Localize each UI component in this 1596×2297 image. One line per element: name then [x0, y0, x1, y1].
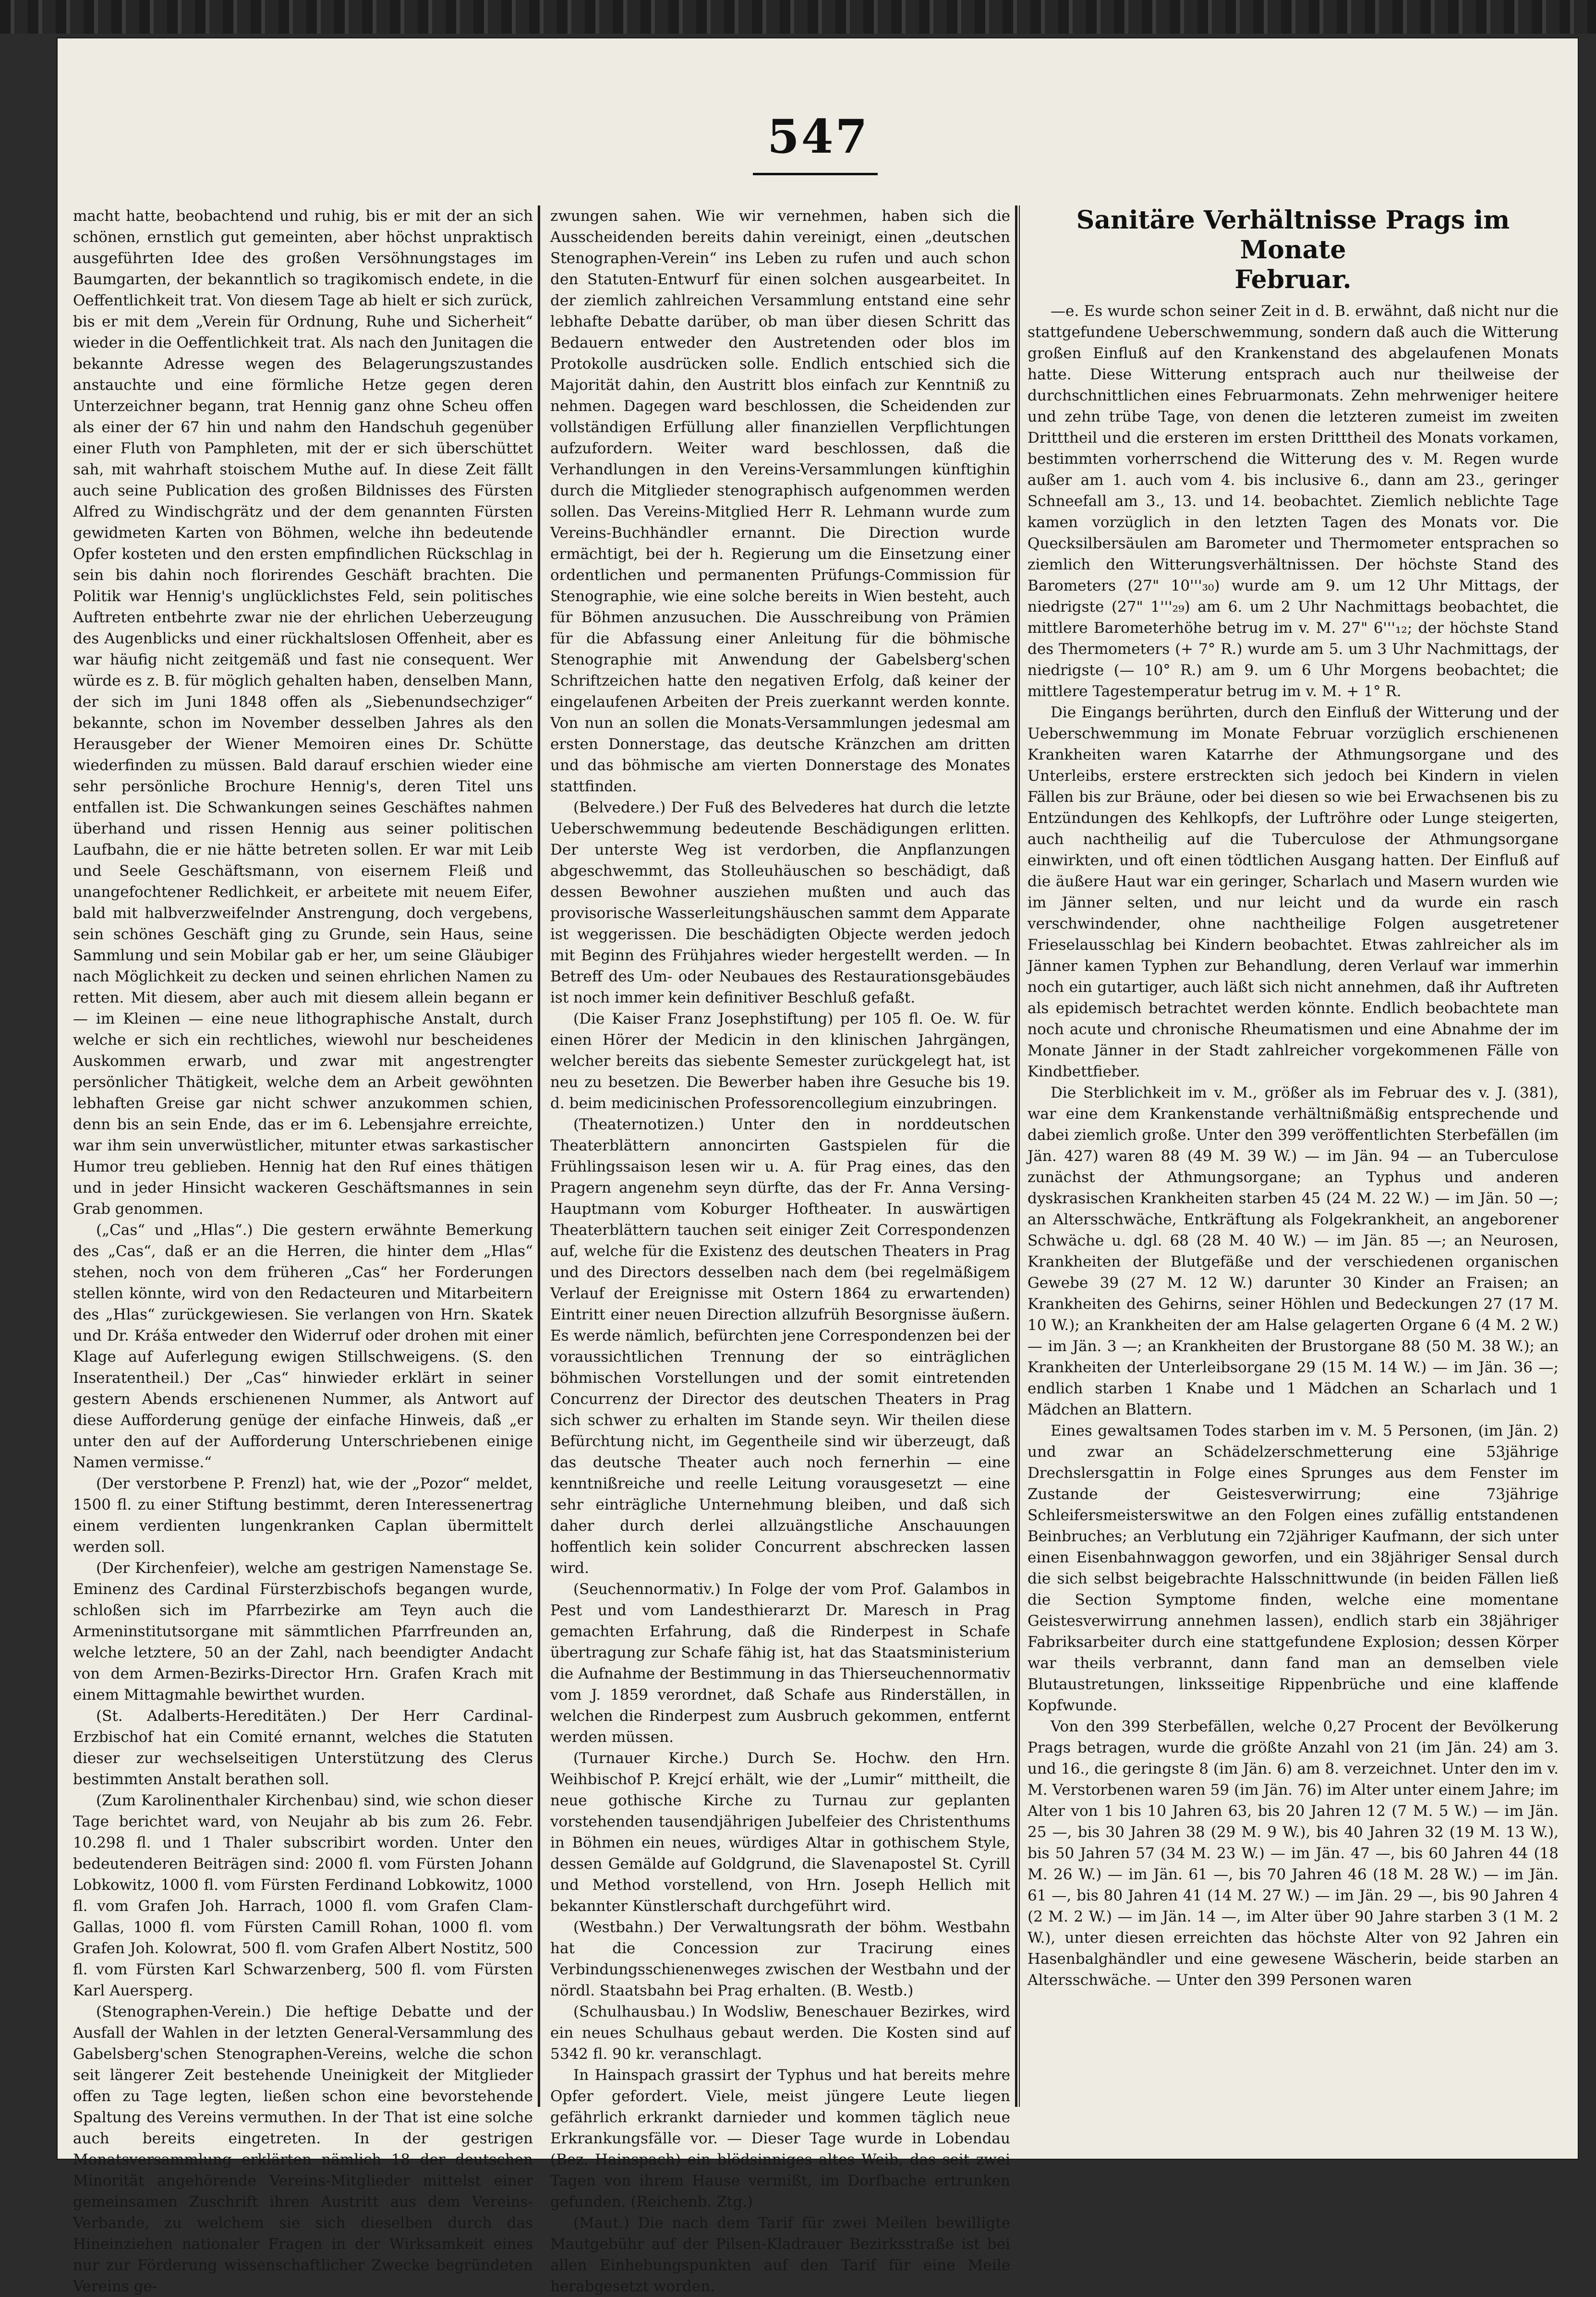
article-paragraph: Von den 399 Sterbefällen, welche 0,27 Procent der Bevölkerung Prags betragen, wurde die größte Anzahl von 21 (im Jän. 24) am 3. und 16., die geringste 8 (im Jän. 6) am 8. verzeichnet. Unter den im v. M. Verstorbenen waren 59 (im Jän. 76) im Alter unter einem Jahre; im Alter von 1 bis 10 Jahren 63, bis 20 Jahren 12 (7 M. 5 W.) — im Jän. 25 —, bis 30 Jahren 38 (29 M. 9 W.), bis 40 Jahren 32 (19 M. 13 W.), bis 50 Jahren 57 (34 M. 23 W.) — im Jän. 47 —, bis 60 Jahren 44 (18 M. 26 W.) — im Jän. 61 —, bis 70 Jahren 46 (18 M. 28 W.) — im Jän. 61 —, bis 80 Jahren 41 (14 M. 27 W.) — im Jän. 29 —, bis 90 Jahren 4 (2 M. 2 W.) — im Jän. 14 —, im Alter über 90 Jahre starben 3 (1 M. 2 W.), unter diesen erreichten das höchste Alter von 92 Jahren ein Hasenbalghändler und eine gewesene Wäscherin, beide starben an Altersschwäche. — Unter den 399 Personen waren — [1028, 1718, 1559, 1989]
article-paragraph: (Zum Karolinenthaler Kirchenbau) sind, wie schon dieser Tage berichtet ward, von Neujahr ab bis zum 26. Febr. 10.298 fl. und 1 Thaler subscribirt worden. Unter den bedeutenderen Beiträgen sind: 2000 fl. vom Fürsten Johann Lobkowitz, 1000 fl. vom Fürsten Ferdinand Lobkowitz, 1000 fl. vom Grafen Joh. Harrach, 1000 fl. vom Grafen Clam-Gallas, 1000 fl. vom Fürsten Camill Rohan, 1000 fl. vom Grafen Joh. Kolowrat, 500 fl. vom Grafen Albert Nostitz, 500 fl. vom Fürsten Karl Schwarzenberg, 500 fl. vom Fürsten Karl Auersperg. — [73, 1792, 533, 1999]
article-paragraph: (St. Adalberts-Hereditäten.) Der Herr Cardinal-Erzbischof hat ein Comité ernannt, welches die Statuten dieser zur wechselseitigen Unterstützung des Clerus bestimmten Anstalt berathen soll. — [73, 1707, 533, 1788]
article-paragraph: (Belvedere.) Der Fuß des Belvederes hat durch die letzte Ueberschwemmung bedeutende Beschädigungen erlitten. Der unterste Weg ist verdorben, die Anpflanzungen abgeschwemmt, das Stolleuhäuschen so beschädigt, daß dessen Bewohner ausziehen mußten und auch das provisorische Wasserleitungshäuschen sammt dem Apparate ist weggerissen. Die beschädigten Objecte werden jedoch mit Beginn des Frühjahres wieder hergestellt werden. — In Betreff des Um- oder Neubaues des Restaurationsgebäudes ist noch immer kein definitiver Beschluß gefaßt. — [550, 799, 1010, 1006]
article-paragraph: (Die Kaiser Franz Josephstiftung) per 105 fl. Oe. W. für einen Hörer der Medicin in den klinischen Jahrgängen, welcher bereits das siebente Semester zurückgelegt hat, ist neu zu besetzen. Die Bewerber haben ihre Gesuche bis 19. d. beim medicinischen Professorencollegium einzubringen. — [550, 1010, 1010, 1112]
article-paragraph: (Der Kirchenfeier), welche am gestrigen Namenstage Se. Eminenz des Cardinal Fürsterzbischofs begangen wurde, schloßen sich im Pfarrbezirke am Teyn auch die Armeninstitutsorgane mit sämmtlichen Pfarrfreunden an, welche letztere, 50 an der Zahl, nach beendigter Andacht von dem Armen-Bezirks-Director Hrn. Grafen Krach mit einem Mittagmahle bewirthet wurden. — [73, 1560, 533, 1704]
article-paragraph: Eines gewaltsamen Todes starben im v. M. 5 Personen, (im Jän. 2) und zwar an Schädelzerschmetterung eine 53jährige Drechslersgattin in Folge eines Sprunges aus dem Fenster im Zustande der Geistesverwirrung; eine 73jährige Schleifersmeisterswitwe an den Folgen eines zufällig entstandenen Beinbruches; an Verblutung ein 72jähriger Kaufmann, der sich unter einen Eisenbahnwaggon geworfen, und ein 38jähriger Sensal durch die sich selbst beigebrachte Halsschnittwunde (in beiden Fällen ließ die Section Symptome finden, welche eine momentane Geistesverwirrung annehmen lassen), endlich starb ein 38jähriger Fabriksarbeiter durch eine stattgefundene Explosion; dessen Körper war theils verbrannt, dann fand man an demselben viele Blutaustretungen, linksseitige Rippenbrüche und eine klaffende Kopfwunde. — [1028, 1422, 1559, 1714]
newspaper-page — [57, 37, 1579, 2295]
article-paragraph: macht hatte, beobachtend und ruhig, bis er mit der an sich schönen, ernstlich gut gemeinten, aber höchst unpraktisch ausgeführten Idee des großen Versöhnungstages im Baumgarten, der bekanntlich so tragikomisch endete, in die Oeffentlichkeit trat. Von diesem Tage ab hielt er sich zurück, bis er mit dem „Verein für Ordnung, Ruhe und Sicherheit“ wieder in die Oeffentlichkeit trat. Als nach den Junitagen die bekannte Adresse wegen des Belagerungszustandes anstauchte und eine förmliche Hetze gegen deren Unterzeichner begann, trat Hennig ganz ohne Scheu offen als einer der 67 hin und nahm den Handschuh gegenüber einer Fluth von Pamphleten, mit der er sich überschüttet sah, mit wahrhaft stoischem Muthe auf. In diese Zeit fällt auch seine Publication des großen Bildnisses des Fürsten Alfred zu Windischgrätz und der dem genannten Fürsten gewidmeten Karten von Böhmen, welche ihn bedeutende Opfer kosteten und den ersten empfindlichen Rückschlag in sein bis dahin noch florirendes Geschäft brachten. Die Politik war Hennig's unglücklichstes Feld, sein politisches Auftreten entbehrte zwar nie der ehrlichen Ueberzeugung des Augenblicks und einer rückhaltslosen Offenheit, aber es war häufig nicht zeitgemäß und fast nie consequent. Wer würde es z. B. für möglich gehalten haben, denselben Mann, der sich im Juni 1848 offen als „Siebenundsechziger“ bekannte, schon im November desselben Jahres als den Herausgeber der Wiener Memoiren eines Dr. Schütte wiederfinden zu müssen. Bald darauf erschien wieder eine sehr persönliche Brochure Hennig's, deren Titel uns entfallen ist. Die Schwankungen seines Geschäftes nahmen überhand und rissen Hennig aus seiner politischen Laufbahn, die er nie hätte betreten sollen. Er war mit Leib und Seele Geschäftsmann, von eisernem Fleiß und unangefochtener Redlichkeit, er arbeitete mit neuem Eifer, bald mit halbverzweifelnder Anstrengung, doch vergebens, sein schönes Geschäft ging zu Grunde, sein Haus, seine Sammlung und sein Mobilar gab er her, um seine Gläubiger nach Möglichkeit zu decken und seinen ehrlichen Namen zu retten. Mit diesem, aber auch mit diesem allein begann er — im Kleinen — eine neue lithographische Anstalt, durch welche er sich ein rechtliches, wiewohl nur bescheidenes Auskommen erwarb, und zwar mit angestrengter persönlicher Thätigkeit, welche dem an Arbeit gewöhnten lebhaften Greise gar nicht schwer anzukommen schien, denn bis an sein Ende, das er im 6. Lebensjahre erreichte, war ihm sein unverwüstlicher, mitunter etwas sarkastischer Humor treu geblieben. Hennig hat den Ruf eines thätigen und in jeder Hinsicht wackeren Geschäftsmannes in sein Grab genommen. — [73, 207, 533, 1218]
article-paragraph: (Theaternotizen.) Unter den in norddeutschen Theaterblättern annoncirten Gastspielen für die Frühlingssaison lesen wir u. A. für Prag eines, das den Pragern angenehm seyn dürfte, das der Fr. Anna Versing-Hauptmann vom Koburger Hoftheater. In auswärtigen Theaterblättern tauchen seit einiger Zeit Correspondenzen auf, welche für die Existenz des deutschen Theaters in Prag und des Directors desselben nach dem (bei regelmäßigem Verlauf der Ereignisse mit Ostern 1864 zu erwartenden) Eintritt einer neuen Direction allzufrüh Besorgnisse äußern. Es werde nämlich, befürchten jene Correspondenzen bei der voraussichtlichen Trennung der so einträglichen böhmischen Vorstellungen und der somit eintretenden Concurrenz der Director des deutschen Theaters in Prag sich schwer zu erhalten im Stande seyn. Wir theilen diese Befürchtung nicht, im Gegentheile sind wir überzeugt, daß das deutsche Theater auch noch fernerhin — eine kenntnißreiche und reelle Leitung vorausgesetzt — eine sehr einträgliche Unternehmung bleiben, und daß sich daher durch derlei allzuängstliche Anschauungen hoffentlich kein solider Concurrent abschrecken lassen wird. — [550, 1116, 1010, 1577]
article-paragraph: (Stenographen-Verein.) Die heftige Debatte und der Ausfall der Wahlen in der letzten General-Versammlung des Gabelsberg'schen Stenographen-Vereins, welche die schon seit längerer Zeit bestehende Uneinigkeit der Mitglieder offen zu Tage legten, ließen schon eine bevorstehende Spaltung des Vereins vermuthen. In der That ist eine solche auch bereits eingetreten. In der gestrigen Monatsversammlung erklärten nämlich 18 der deutschen Minorität angehörende Vereins-Mitglieder mittelst einer gemeinsamen Zuschrift ihren Austritt aus dem Vereins-Verbande, zu welchem sie sich dieselben durch das Hineinziehen nationaler Fragen in der Wirksamkeit eines nur zur Förderung wissenschaftlicher Zwecke begründeten Vereins ge- — [73, 2003, 533, 2295]
page-number-rule — [753, 173, 878, 175]
column-divider — [1015, 206, 1017, 2107]
scanner-edge — [0, 0, 1596, 34]
page-number: 547 — [767, 109, 870, 164]
column-divider-thin — [1019, 206, 1020, 2107]
article-title-line: Februar. — [1234, 265, 1352, 294]
article-paragraph: (Der verstorbene P. Frenzl) hat, wie der „Pozor“ meldet, 1500 fl. zu einer Stiftung bestimmt, deren Interessenertrag einem verdienten lungenkranken Caplan übermittelt werden soll. — [73, 1475, 533, 1556]
column-right — [1028, 206, 1559, 2107]
article-paragraph: (Maut.) Die nach dem Tarif für zwei Meilen bewilligte Mautgebühr auf der Pilsen-Kladrauer Bezirksstraße ist bei allen Einhebungspunkten auf den Tarif für eine Meile herabgesetzt worden. — [550, 2214, 1010, 2295]
article-title — [1028, 206, 1559, 295]
column-middle — [550, 206, 1010, 2295]
article-paragraph: (Seuchennormativ.) In Folge der vom Prof. Galambos in Pest und vom Landesthierarzt Dr. Maresch in Prag gemachten Erfahrung, daß die Rinderpest in Schafe übertragung zur Schafe fähig ist, hat das Staatsministerium die Aufnahme der Bestimmung in das Thierseuchennormativ vom J. 1859 verordnet, daß Schafe aus Rinderställen, in welchen die Rinderpest zum Ausbruch gekommen, entfernt werden müssen. — [550, 1581, 1010, 1746]
article-paragraph: In Hainspach grassirt der Typhus und hat bereits mehre Opfer gefordert. Viele, meist jüngere Leute liegen gefährlich erkrankt darnieder und kommen täglich neue Erkrankungsfälle vor. — Dieser Tage wurde in Lobendau (Bez. Hainspach) ein blödsinniges altes Weib, das seit zwei Tagen von ihrem Hause vermißt, im Dorfbache ertrunken gefunden. (Reichenb. Ztg.) — [550, 2067, 1010, 2211]
article-paragraph: (Turnauer Kirche.) Durch Se. Hochw. den Hrn. Weihbischof P. Krejcí erhält, wie der „Lumir“ mittheilt, die neue gothische Kirche zu Turnau zur geplanten vorstehenden tausendjährigen Jubelfeier des Christenthums in Böhmen ein neues, würdiges Altar in gothischem Style, dessen Gemälde auf Goldgrund, die Slavenapostel St. Cyrill und Method vorstellend, von Hrn. Joseph Hellich mit bekannter Künstlerschaft durchgeführt wird. — [550, 1750, 1010, 1915]
article-paragraph: zwungen sahen. Wie wir vernehmen, haben sich die Ausscheidenden bereits dahin vereinigt, einen „deutschen Stenographen-Verein“ ins Leben zu rufen und auch schon den Statuten-Entwurf für einen solchen ausgearbeitet. In der ziemlich zahlreichen Versammlung entstand eine sehr lebhafte Debatte darüber, ob man über diesen Schritt das Bedauern entweder den Austretenden oder blos im Protokolle ausdrücken solle. Endlich entschied sich die Majorität dahin, den Austritt blos einfach zur Kenntniß zu nehmen. Dagegen ward beschlossen, die Scheidenden zur vollständigen Erfüllung aller finanziellen Verpflichtungen aufzufordern. Weiter ward beschlossen, daß die Verhandlungen in den Vereins-Versammlungen künftighin durch die Mitglieder stenographisch aufgenommen werden sollen. Das Vereins-Mitglied Herr R. Lehmann wurde zum Vereins-Buchhändler ernannt. Die Direction wurde ermächtigt, bei der h. Regierung um die Einsetzung einer ordentlichen und permanenten Prüfungs-Commission für Stenographie, wie eine solche bereits in Wien besteht, auch für Böhmen anzusuchen. Die Ausschreibung von Prämien für die Abfassung einer Anleitung für die böhmische Stenographie mit Anwendung der Gabelsberg'schen Schriftzeichen hatte den negativen Erfolg, daß keiner der eingelaufenen Arbeiten der Preis zuerkannt werden konnte. Von nun an sollen die Monats-Versammlungen jedesmal am ersten Donnerstage, das deutsche Kränzchen am dritten und das böhmische am vierten Donnerstage des Monates stattfinden. — [550, 207, 1010, 795]
column-divider — [538, 206, 540, 2107]
article-paragraph: Die Eingangs berührten, durch den Einfluß der Witterung und der Ueberschwemmung im Monate Februar vorzüglich erschienenen Krankheiten waren Katarrhe der Athmungsorgane und des Unterleibs, erstere erstreckten sich jedoch bei Kindern in vielen Fällen bis zur Bräune, oder bei diesen so wie bei Erwachsenen bis zu Entzündungen des Kehlkopfs, der Luftröhre oder Lunge steigerten, auch nachtheilig auf die Tuberculose der Athmungsorgane einwirkten, und oft einen tödtlichen Ausgang hatten. Der Einfluß auf die äußere Haut war ein geringer, Scharlach und Masern wurden wie im Jänner selten, und nur leicht und da wurde ein rasch verschwindender, ohne nachtheilige Folgen ausgetretener Frieselausschlag bei Kindern beobachtet. Etwas zahlreicher als im Jänner kamen Typhen zur Behandlung, deren Verlauf war immerhin noch ein gutartiger, auch läßt sich nicht annehmen, daß ihr Auftreten als epidemisch betrachtet werden könnte. Endlich beobachtete man noch acute und chronische Rheumatismen und eine Abnahme der im Monate Jänner in der Stadt zahlreicher vorgekommenen Fälle von Kindbettfieber. — [1028, 704, 1559, 1080]
article-paragraph: Die Sterblichkeit im v. M., größer als im Februar des v. J. (381), war eine dem Krankenstande verhältnißmäßig entsprechende und dabei ziemlich große. Unter den 399 veröffentlichten Sterbefällen (im Jän. 427) waren 88 (49 M. 39 W.) — im Jän. 94 — an Tuberculose zunächst der Athmungsorgane; an Typhus und anderen dyskrasischen Krankheiten starben 45 (24 M. 22 W.) — im Jän. 50 —; an Altersschwäche, Entkräftung als Folgekrankheit, an angeborener Schwäche u. dgl. 68 (28 M. 40 W.) — im Jän. 85 —; an Neurosen, Krankheiten der Blutgefäße und der verschiedenen organischen Gewebe 39 (27 M. 12 W.) darunter 30 Kinder an Fraisen; an Krankheiten des Gehirns, seiner Höhlen und Bedeckungen 27 (17 M. 10 W.); an Krankheiten der am Halse gelagerten Organe 6 (4 M. 2 W.) — im Jän. 3 —; an Krankheiten der Brustorgane 88 (50 M. 38 W.); an Krankheiten der Unterleibsorgane 29 (15 M. 14 W.) — im Jän. 36 —; endlich starben 1 Knabe und 1 Mädchen an Scharlach und 1 Mädchen an Blattern. — [1028, 1084, 1559, 1418]
article-paragraph: (Westbahn.) Der Verwaltungsrath der böhm. Westbahn hat die Concession zur Tracirung eines Verbindungsschienenweges zwischen der Westbahn und der nördl. Staatsbahn bei Prag erhalten. (B. Westb.) — [550, 1919, 1010, 1999]
article-title-line: Sanitäre Verhältnisse Prags im Monate — [1076, 206, 1510, 265]
article-paragraph: (Schulhausbau.) In Wodsliw, Beneschauer Bezirkes, wird ein neues Schulhaus gebaut werden. Die Kosten sind auf 5342 fl. 90 kr. veranschlagt. — [550, 2003, 1010, 2063]
column-left — [73, 206, 533, 2295]
article-paragraph: („Cas“ und „Hlas“.) Die gestern erwähnte Bemerkung des „Cas“, daß er an die Herren, die hinter dem „Hlas“ stehen, noch von dem früheren „Cas“ her Forderungen stellen könnte, wird von den Redacteuren und Mitarbeitern des „Hlas“ zurückgewiesen. Sie verlangen von Hrn. Skatek und Dr. Kráša entweder den Widerruf oder drohen mit einer Klage auf Auferlegung ewigen Stillschweigens. (S. den Inseratentheil.) Der „Cas“ hinwieder erklärt in seiner gestern Abends erschienenen Nummer, als Antwort auf diese Aufforderung genüge der einfache Hinweis, daß „er unter den auf der Aufforderung Unterschriebenen einige Namen vermisse.“ — [73, 1221, 533, 1471]
article-paragraph: —e. Es wurde schon seiner Zeit in d. B. erwähnt, daß nicht nur die stattgefundene Ueberschwemmung, sondern daß auch die Witterung großen Einfluß auf den Krankenstand des abgelaufenen Monats hatte. Diese Witterung entsprach auch nur theilweise der durchschnittlichen eines Februarmonats. Zehn mehrweniger heitere und zehn trübe Tage, von denen die letzteren zumeist im zweiten Dritttheil und die ersteren im ersten Dritttheil des Monats vorkamen, bestimmten vorherrschend die Witterung des v. M. Regen wurde außer am 1. auch vom 4. bis inclusive 6., dann am 23., geringer Schneefall am 3., 13. und 14. beobachtet. Ziemlich neblichte Tage kamen vorzüglich in den letzten Tagen des Monats vor. Die Quecksilbersäulen am Barometer und Thermometer entsprachen so ziemlich den Witterungsverhältnissen. Der höchste Stand des Barometers (27" 10'''₃₀) wurde am 9. um 12 Uhr Mittags, der niedrigste (27" 1'''₂₉) am 6. um 2 Uhr Nachmittags beobachtet, die mittlere Barometerhöhe betrug im v. M. 27" 6'''₁₂; der höchste Stand des Thermometers (+ 7° R.) wurde am 5. um 3 Uhr Nachmittags, der niedrigste (— 10° R.) am 9. um 6 Uhr Morgens beobachtet; die mittlere Tagestemperatur betrug im v. M. + 1° R. — [1028, 302, 1559, 700]
